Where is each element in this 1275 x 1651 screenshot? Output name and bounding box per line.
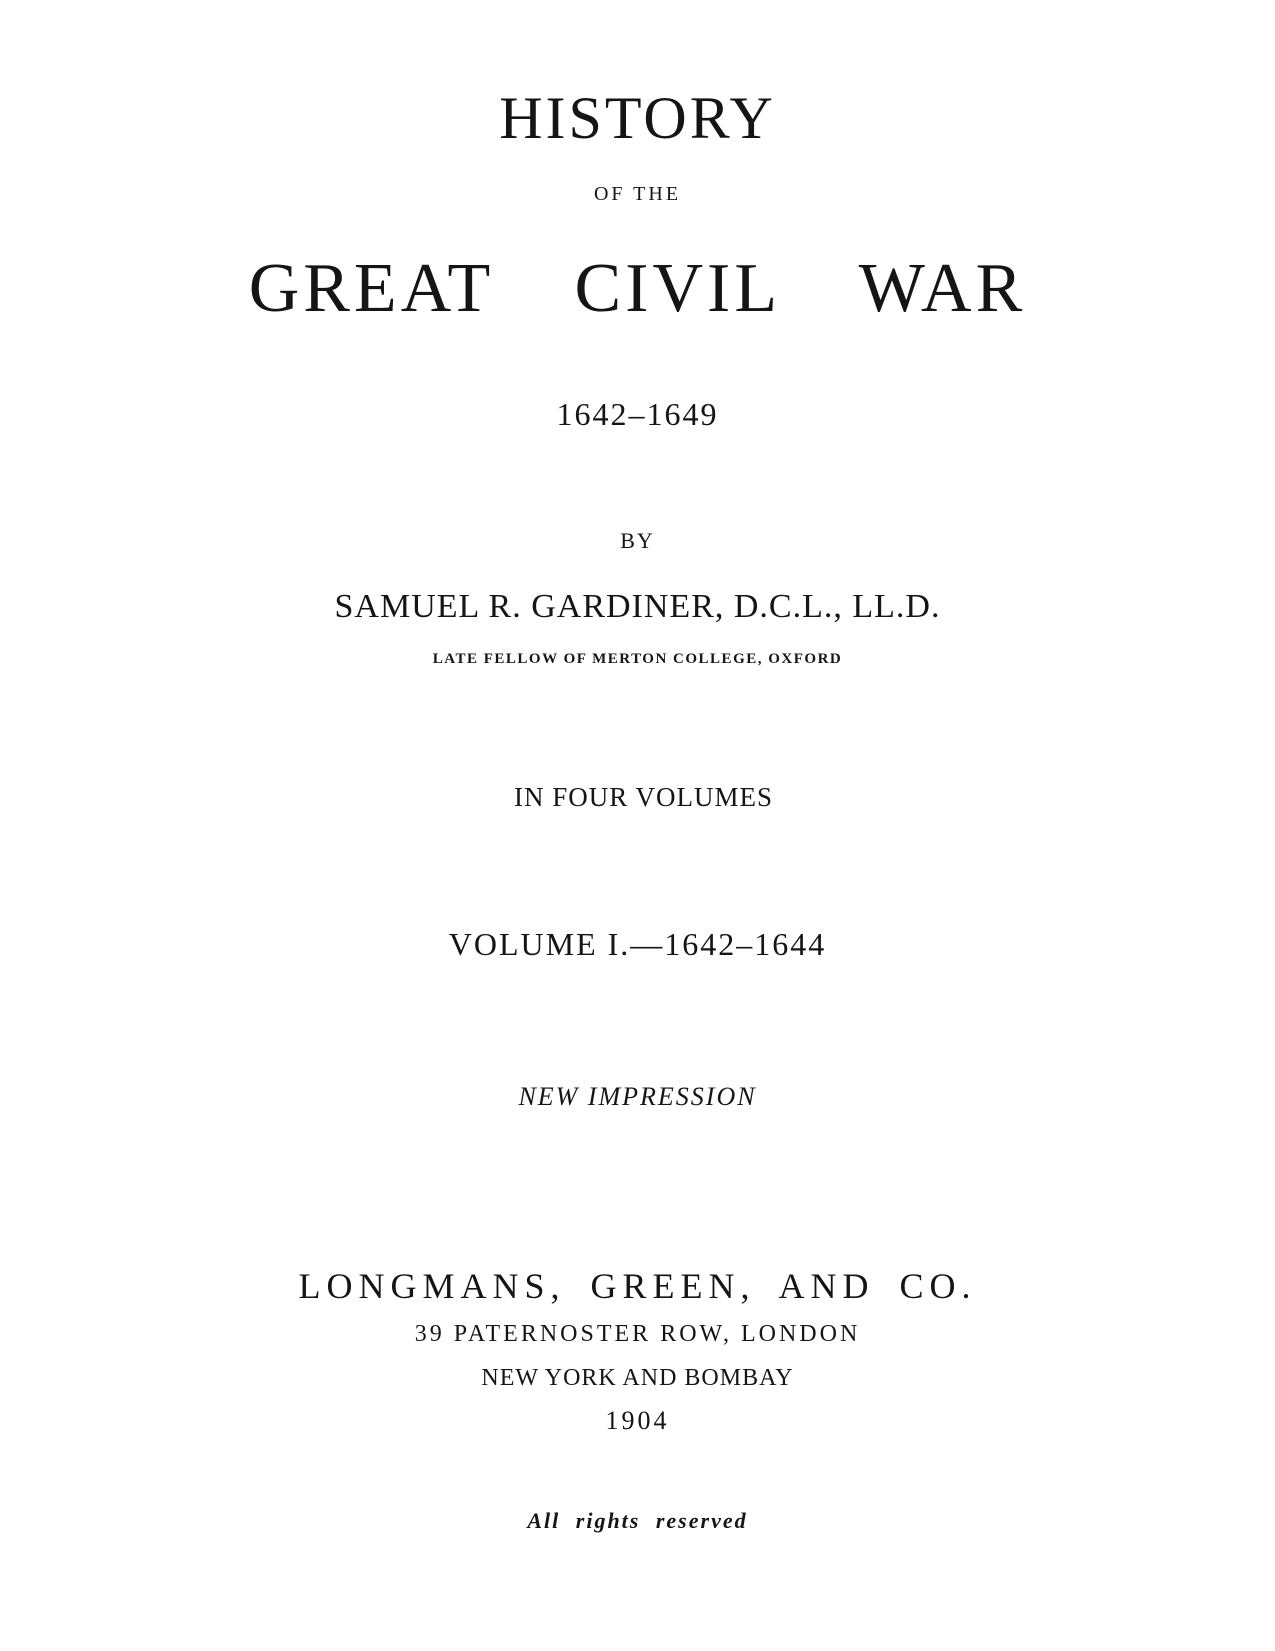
by-line: BY — [620, 528, 655, 553]
author-name: SAMUEL R. GARDINER, D.C.L., LL.D. — [334, 588, 941, 625]
book-main-title: GREAT CIVIL WAR — [248, 250, 1027, 327]
book-title: HISTORY — [499, 85, 776, 151]
publication-year: 1904 — [605, 1406, 670, 1435]
volume-designation: VOLUME I.—1642–1644 — [448, 926, 827, 962]
rights-notice: All rights reserved — [527, 1508, 748, 1533]
publisher-address: 39 PATERNOSTER ROW, LONDON — [414, 1321, 861, 1347]
publisher-cities: NEW YORK AND BOMBAY — [481, 1365, 794, 1391]
publisher-name: LONGMANS, GREEN, AND CO. — [298, 1266, 977, 1306]
title-connector: OF THE — [593, 183, 682, 205]
impression-note: NEW IMPRESSION — [518, 1082, 757, 1111]
book-dates: 1642–1649 — [556, 396, 719, 432]
author-affiliation: LATE FELLOW OF MERTON COLLEGE, OXFORD — [432, 651, 843, 667]
volume-count: IN FOUR VOLUMES — [513, 782, 774, 812]
